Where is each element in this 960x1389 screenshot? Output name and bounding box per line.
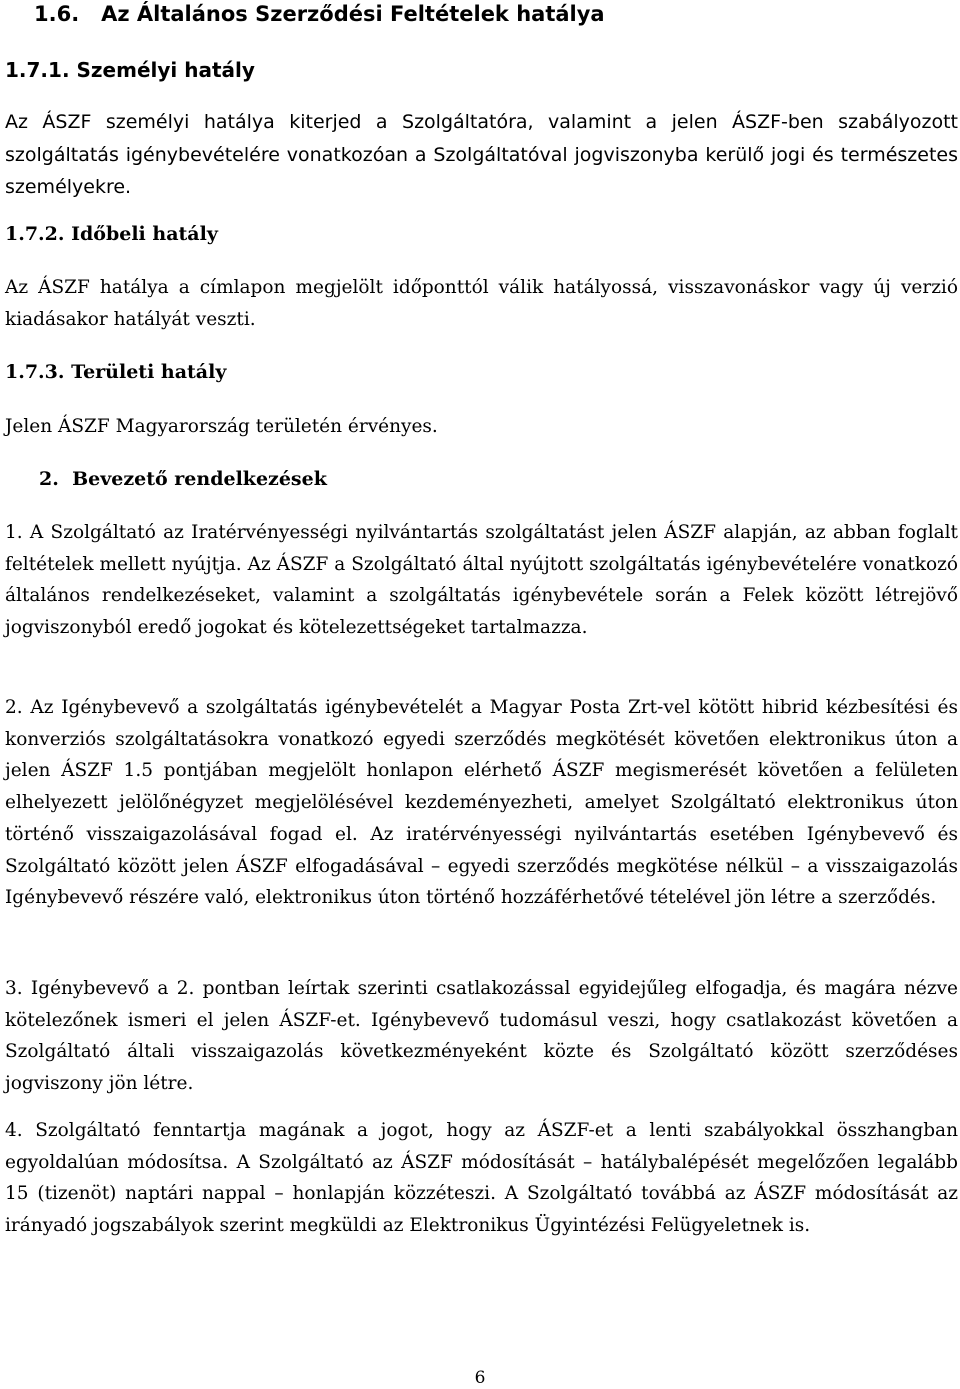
- paragraph-temporal-scope: Az ÁSZF hatálya a címlapon megjelölt időponttól válik hatályossá, visszavonáskor vagy új verzió kiadásakor hatályát veszti.: [5, 277, 958, 330]
- subsection-heading-territorial-scope: 1.7.3. Területi hatály: [5, 361, 227, 383]
- paragraph-territorial-scope: Jelen ÁSZF Magyarország területén érvényes.: [5, 416, 438, 437]
- page-number: 6: [474, 1368, 486, 1388]
- paragraph-section2-4: 4. Szolgáltató fenntartja magának a jogot, hogy az ÁSZF-et a lenti szabályokkal összhangban egyoldalúan módosítsa. A Szolgáltató az ÁSZF módosítását – hatálybalépését megelőzően legalább 15 (tizenöt) naptári nappal – honlapján közzéteszi. A Szolgáltató továbbá az ÁSZF módosítását az irányadó jogszabályok szerint megküldi az Elektronikus Ügyintézési Felügyeletnek is.: [5, 1120, 958, 1237]
- paragraph-personal-scope: Az ÁSZF személyi hatálya kiterjed a Szolgáltatóra, valamint a jelen ÁSZF-ben szabályozott szolgáltatás igénybevételére vonatkozóan a Szolgáltatóval jogviszonyba kerülő jogi és természetes személyekre.: [5, 111, 958, 198]
- section2-heading: 2. Bevezető rendelkezések: [39, 468, 327, 490]
- subsection-heading-temporal-scope: 1.7.2. Időbeli hatály: [5, 223, 218, 245]
- paragraph-section2-1: 1. A Szolgáltató az Iratérvényességi nyilvántartás szolgáltatást jelen ÁSZF alapján, az abban foglalt feltételek mellett nyújtja. Az ÁSZF a Szolgáltató által nyújtott szolgáltatás igénybevételére vonatkozó általános rendelkezéseket, valamint a szolgáltatás igénybevétele során a Felek között létrejövő jogviszonyból eredő jogokat és kötelezettségeket tartalmazza.: [5, 522, 958, 639]
- section-heading: 1.6. Az Általános Szerződési Feltételek hatálya: [34, 2, 605, 26]
- subsection-heading-personal-scope: 1.7.1. Személyi hatály: [5, 58, 255, 82]
- paragraph-section2-3: 3. Igénybevevő a 2. pontban leírtak szerinti csatlakozással egyidejűleg elfogadja, és magára nézve kötelezőnek ismeri el jelen ÁSZF-et. Igénybevevő tudomásul veszi, hogy csatlakozást követően a Szolgáltató általi visszaigazolás következményeként közte és Szolgáltató között szerződéses jogviszony jön létre.: [5, 978, 958, 1095]
- paragraph-section2-2: 2. Az Igénybevevő a szolgáltatás igénybevételét a Magyar Posta Zrt-vel kötött hibrid kézbesítési és konverziós szolgáltatásokra vonatkozó egyedi szerződés megkötését követően elektronikus úton a jelen ÁSZF 1.5 pontjában megjelölt honlapon elérhető ÁSZF megismerését követően a felületen elhelyezett jelölőnégyzet megjelölésével kezdeményezheti, amelyet Szolgáltató elektronikus úton történő visszaigazolásával fogad el. Az iratérvényességi nyilvántartás esetében Igénybevevő és Szolgáltató között jelen ÁSZF elfogadásával – egyedi szerződés megkötése nélkül – a visszaigazolás Igénybevevő részére való, elektronikus úton történő hozzáférhetővé tételével jön létre a szerződés.: [5, 697, 958, 909]
